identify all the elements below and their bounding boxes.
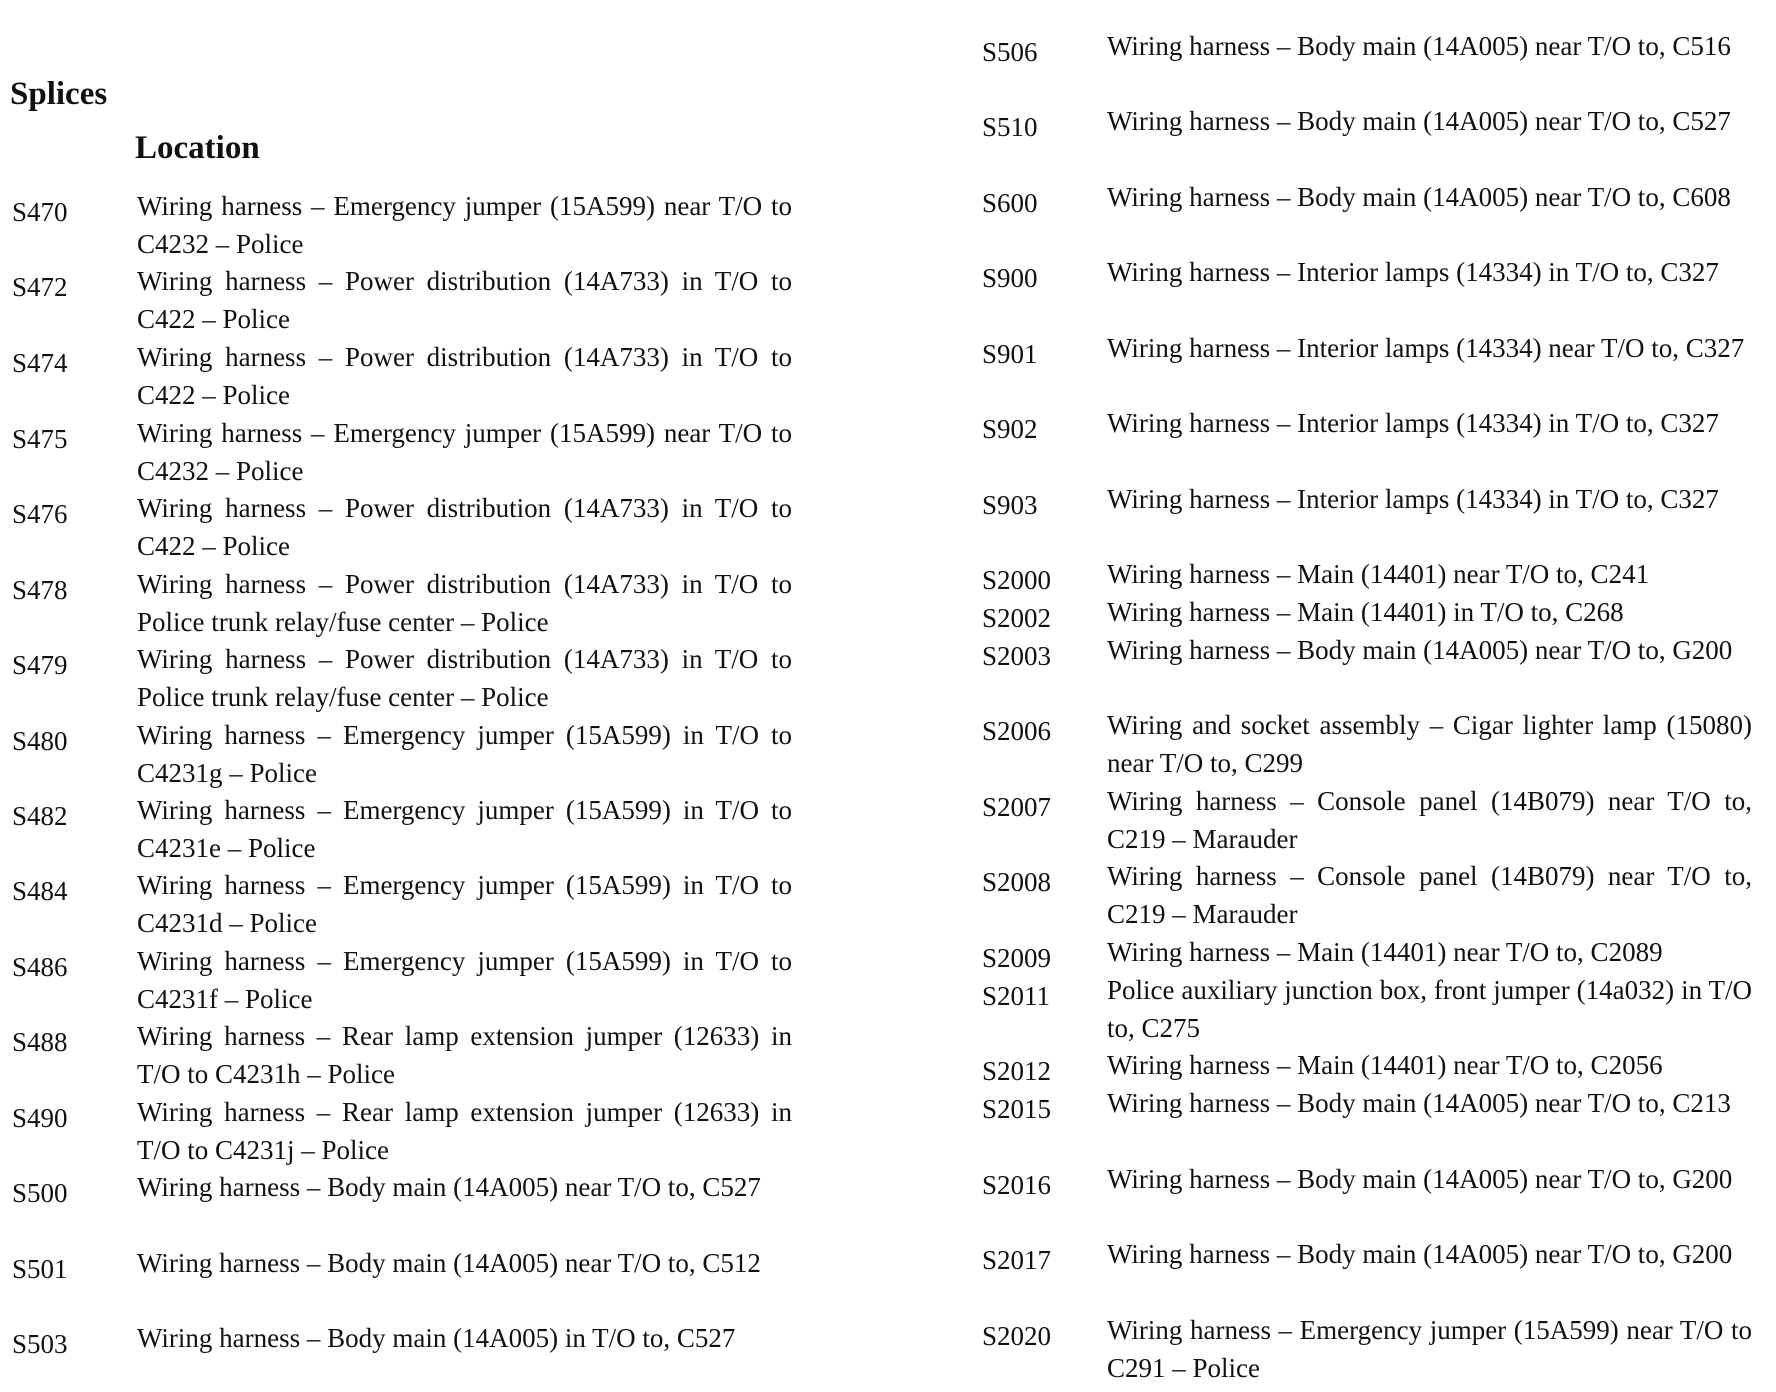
splice-code: S501 [12,1254,68,1284]
splice-code: S600 [982,188,1038,218]
splice-code: S2009 [982,943,1052,973]
splice-location: Wiring harness – Main (14401) near T/O to, C2056 [1107,1050,1663,1080]
splice-code: S476 [12,499,68,529]
splice-code: S2015 [982,1094,1052,1124]
splice-location: Wiring harness – Rear lamp extension jumper (12633) in T/O to C4231h – Police [137,1021,792,1089]
section-heading: Splices [10,76,108,112]
splice-code: S2020 [982,1321,1052,1351]
splice-location: Wiring harness – Power distribution (14A733) in T/O to C422 – Police [137,493,792,561]
splice-code: S2012 [982,1056,1052,1086]
splice-location: Wiring and socket assembly – Cigar lighter lamp (15080) near T/O to, C299 [1107,710,1752,778]
splice-location: Wiring harness – Body main (14A005) in T/O to, C527 [137,1323,736,1353]
splice-location: Police auxiliary junction box, front jumper (14a032) in T/O to, C275 [1107,975,1752,1043]
splice-code: S470 [12,197,68,227]
splice-location: Wiring harness – Body main (14A005) near T/O to, G200 [1107,1239,1733,1269]
splice-location: Wiring harness – Console panel (14B079) near T/O to, C219 – Marauder [1107,861,1752,929]
splice-code: S2006 [982,716,1052,746]
splice-code: S475 [12,424,68,454]
splice-location: Wiring harness – Emergency jumper (15A599) near T/O to C4232 – Police [137,418,792,486]
splice-location: Wiring harness – Main (14401) near T/O to, C2089 [1107,937,1663,967]
splice-location: Wiring harness – Body main (14A005) near T/O to, C527 [1107,106,1731,136]
splice-code: S2007 [982,792,1052,822]
splice-code: S490 [12,1103,68,1133]
splice-code: S472 [12,272,68,302]
splice-location: Wiring harness – Emergency jumper (15A599) near T/O to C4232 – Police [137,191,792,259]
splice-code: S488 [12,1027,68,1057]
splice-code: S479 [12,650,68,680]
splice-code: S503 [12,1329,68,1359]
splice-location: Wiring harness – Body main (14A005) near T/O to, C527 [137,1172,761,1202]
splice-location: Wiring harness – Main (14401) near T/O to, C241 [1107,559,1650,589]
splice-location: Wiring harness – Body main (14A005) near T/O to, C213 [1107,1088,1731,1118]
splice-location: Wiring harness – Power distribution (14A733) in T/O to Police trunk relay/fuse center – Police [137,644,792,712]
splice-code: S901 [982,339,1038,369]
splice-location: Wiring harness – Emergency jumper (15A599) in T/O to C4231g – Police [137,720,792,788]
column-heading-location: Location [135,130,260,166]
splice-location: Wiring harness – Main (14401) in T/O to, C268 [1107,597,1624,627]
splice-code: S482 [12,801,68,831]
splice-code: S2002 [982,603,1052,633]
splice-code: S902 [982,414,1038,444]
splice-code: S2003 [982,641,1052,671]
splice-location: Wiring harness – Power distribution (14A733) in T/O to Police trunk relay/fuse center – Police [137,569,792,637]
splice-location: Wiring harness – Rear lamp extension jumper (12633) in T/O to C4231j – Police [137,1097,792,1165]
splice-code: S903 [982,490,1038,520]
splice-location: Wiring harness – Emergency jumper (15A599) in T/O to C4231d – Police [137,870,792,938]
splice-location: Wiring harness – Body main (14A005) near T/O to, C512 [137,1248,761,1278]
splice-location: Wiring harness – Interior lamps (14334) in T/O to, C327 [1107,484,1719,514]
splice-code: S510 [982,112,1038,142]
splice-location: Wiring harness – Body main (14A005) near T/O to, C516 [1107,31,1731,61]
splice-location: Wiring harness – Body main (14A005) near T/O to, G200 [1107,1164,1733,1194]
splice-location: Wiring harness – Body main (14A005) near T/O to, G200 [1107,635,1733,665]
splice-code: S506 [982,37,1038,67]
splice-location: Wiring harness – Interior lamps (14334) in T/O to, C327 [1107,257,1719,287]
splice-location: Wiring harness – Body main (14A005) near T/O to, C608 [1107,182,1731,212]
splice-location: Wiring harness – Emergency jumper (15A599) in T/O to C4231e – Police [137,795,792,863]
splice-code: S2017 [982,1245,1052,1275]
splice-code: S2000 [982,565,1052,595]
splice-code: S484 [12,876,68,906]
splice-code: S486 [12,952,68,982]
splice-code: S900 [982,263,1038,293]
splice-code: S474 [12,348,68,378]
splice-location: Wiring harness – Interior lamps (14334) near T/O to, C327 [1107,333,1745,363]
splice-code: S478 [12,575,68,605]
splice-location: Wiring harness – Power distribution (14A733) in T/O to C422 – Police [137,266,792,334]
splice-location: Wiring harness – Emergency jumper (15A599) near T/O to C291 – Police [1107,1315,1752,1383]
splice-code: S2016 [982,1170,1052,1200]
splice-code: S2008 [982,867,1052,897]
splice-location: Wiring harness – Power distribution (14A733) in T/O to C422 – Police [137,342,792,410]
splice-code: S2011 [982,981,1051,1011]
splice-code: S480 [12,726,68,756]
splice-location: Wiring harness – Console panel (14B079) near T/O to, C219 – Marauder [1107,786,1752,854]
splice-code: S500 [12,1178,68,1208]
splice-location: Wiring harness – Interior lamps (14334) in T/O to, C327 [1107,408,1719,438]
splice-location: Wiring harness – Emergency jumper (15A599) in T/O to C4231f – Police [137,946,792,1014]
